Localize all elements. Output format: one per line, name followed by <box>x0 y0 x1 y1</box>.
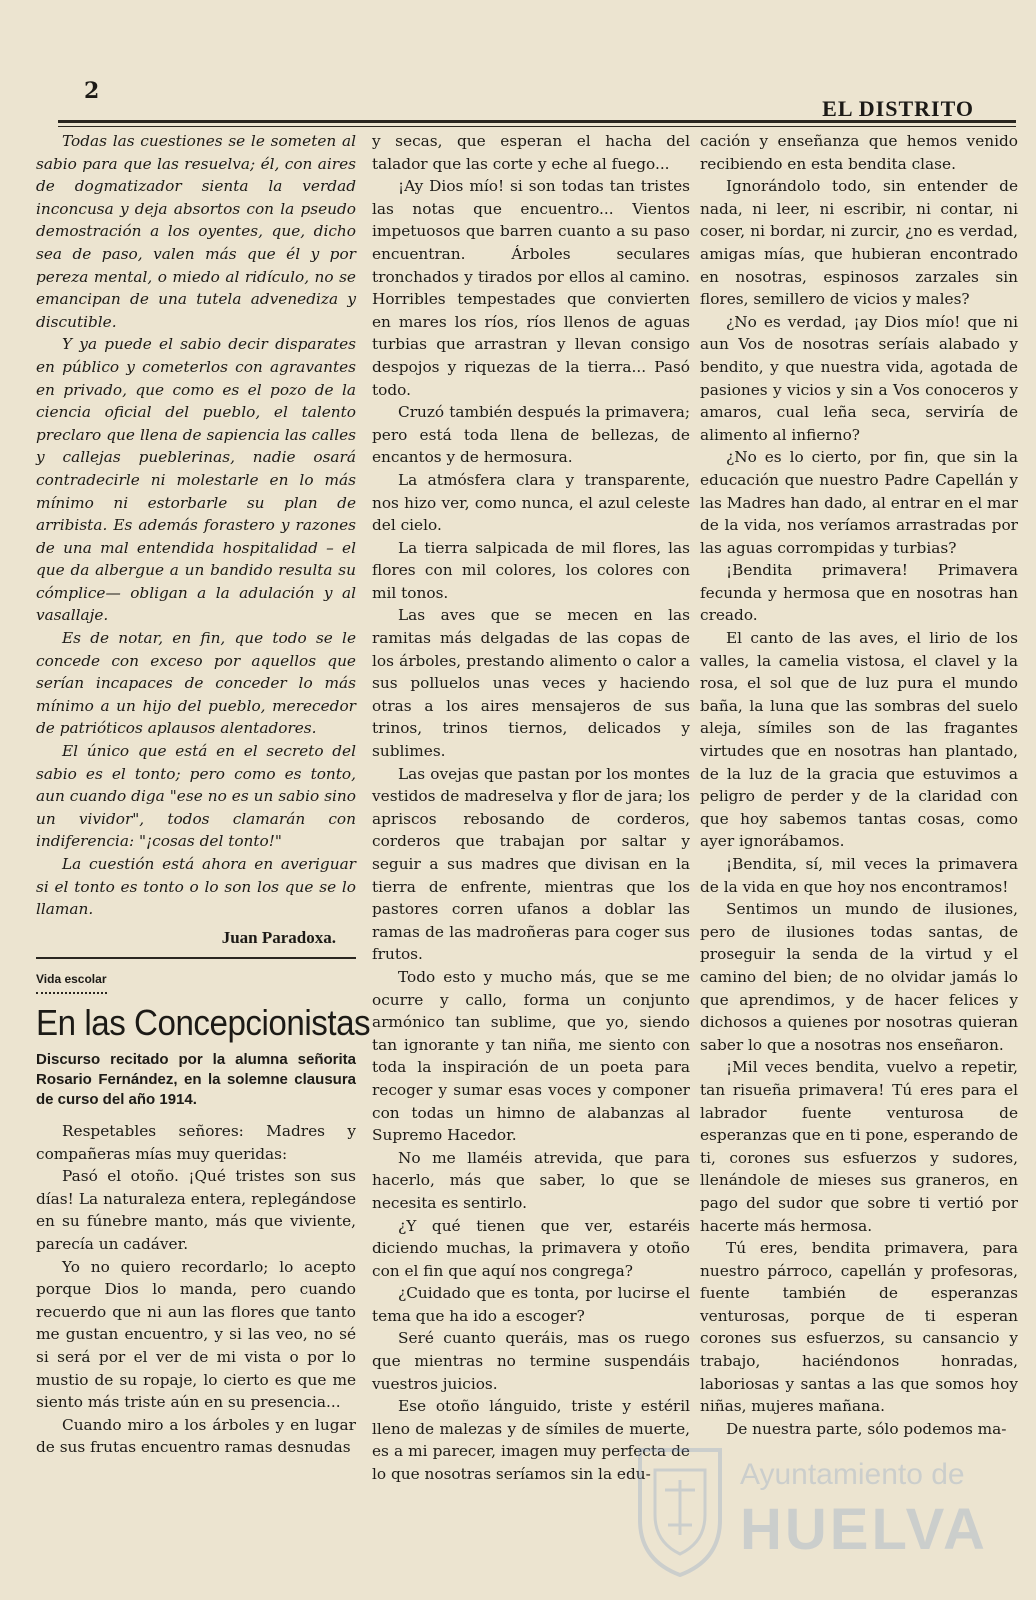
page-number: 2 <box>84 78 100 104</box>
paragraph: Ignorándolo todo, sin entender de nada, ni leer, ni escribir, ni contar, ni coser, ni bordar, ni zurcir, ¿no es verdad, amigas mías, que hubieran encontrado en nosotras, espinosos zarzales sin flores, semillero de vicios y males? <box>700 177 1018 309</box>
paragraph: Tú eres, bendita primavera, para nuestro párroco, capellán y profesoras, fuente también de esperanzas venturosas, porque de ti esperan corones sus esfuerzos, su cansancio y trabajo, haciéndonos honradas, laboriosas y santas a las que somos hoy niñas, mujeres mañana. <box>700 1239 1018 1416</box>
paragraph: El único que está en el secreto del sabio es el tonto; pero como es tonto, aun cuando diga "ese no es un sabio sino un vividor", todos clamarán con indiferencia: "¡cosas del tonto!" <box>36 742 356 851</box>
archive-watermark <box>620 1430 988 1580</box>
paragraph: Sentimos un mundo de ilusiones, pero de ilusiones todas santas, de proseguir la senda de la virtud y el camino del bien; de no olvidar jamás lo que aprendimos, y de hacer felices y dichosos a quienes por nosotras quieran saber lo que a nosotras nos enseñaron. <box>700 900 1018 1054</box>
paragraph: ¡Ay Dios mío! si son todas tan tristes las notas que encuentro... Vientos impetuosos que barren cuanto a su paso encuentran. Árboles seculares tronchados y tirados por ellos al camino. Horribles tempestades que convierten en mares los ríos, ríos llenos de aguas turbias que arrastran y llevan consigo despojos y riquezas de la tierra... Pasó todo. <box>372 177 690 399</box>
paragraph: Y ya puede el sabio decir disparates en público y cometerlos con agravantes en privado, que como es el pozo de la ciencia oficial del pueblo, el talento preclaro que llena de sapiencia las calles y callejas pueblerinas, nadie osará contradecirle ni molestarle en lo más mínimo ni estorbarle su plan de arribista. Es además forastero y razones de una mal entendida hospitalidad – el que da albergue a un bandido resulta su cómplice— obligan a la adulación y al vasallaje. <box>36 335 356 625</box>
header-rule <box>58 120 1016 123</box>
paragraph: y secas, que esperan el hacha del talador que las corte y eche al fuego... <box>372 132 690 173</box>
article-separator <box>36 957 356 959</box>
article-signature: Juan Paradoxa. <box>221 927 336 947</box>
paragraph: ¿No es lo cierto, por fin, que sin la educación que nuestro Padre Capellán y las Madres han dado, al entrar en el mar de la vida, nos veríamos arrastradas por las aguas corrompidas y turbias? <box>700 448 1018 557</box>
paragraph: ¿Cuidado que es tonta, por lucirse el tema que ha ido a escoger? <box>372 1284 690 1325</box>
column-3 <box>700 130 1018 1440</box>
paragraph: La atmósfera clara y transparente, nos hizo ver, como nunca, el azul celeste del cielo. <box>372 470 690 535</box>
paragraph: Pasó el otoño. ¡Qué tristes son sus días! La naturaleza entera, replegándose en su fúnebre manto, más que viviente, parecía un cadáver. <box>36 1167 356 1253</box>
paragraph: cación y enseñanza que hemos venido recibiendo en esta bendita clase. <box>700 132 1018 173</box>
paragraph: Las ovejas que pastan por los montes vestidos de madreselva y flor de jara; los apriscos rebosando de corderos, corderos que trabajan por saltar y seguir a sus madres que divisan en la tierra de enfrente, mientras que los pastores corren ufanos a doblar las ramas de las madroñeras para coger sus frutos. <box>372 764 690 964</box>
paragraph: Todo esto y mucho más, que se me ocurre y callo, forma un conjunto armónico tan sublime, que yo, siendo tan ignorante y tan niña, me siento con toda la inspiración de un poeta para recoger y sumar esas voces y componer con todas un himno de alabanzas al Supremo Hacedor. <box>372 967 690 1145</box>
paragraph: El canto de las aves, el lirio de los valles, la camelia vistosa, el clavel y la rosa, el sol que de luz pura el mundo baña, la luna que las sombras del suelo aleja, símiles son de las fragantes virtudes que en nosotras han plantado, de la luz de la gracia que estuvimos a peligro de perder y de la claridad con que hoy sabemos tantas cosas, como ayer ignorábamos. <box>700 629 1018 851</box>
paragraph: ¡Mil veces bendita, vuelvo a repetir, tan risueña primavera! Tú eres para el labrador fuente venturosa de esperanzas que en ti pone, esperando de ti, corones sus esfuerzos y sudores, llenándole de mieses sus graneros, en pago del sudor que sobre ti vertió por hacerte más hermosa. <box>700 1058 1018 1235</box>
paragraph: ¿Y qué tienen que ver, estaréis diciendo muchas, la primavera y otoño con el fin que aquí nos congrega? <box>372 1216 690 1280</box>
coat-of-arms-icon <box>630 1430 730 1580</box>
paragraph: Es de notar, en fin, que todo se le concede con exceso por aquellos que serían incapaces de conceder lo más mínimo a un hijo del pueblo, merecedor de patrióticos aplausos alentadores. <box>36 629 356 738</box>
paragraph: No me llaméis atrevida, que para hacerlo, más que saber, lo que se necesita es sentirlo. <box>372 1148 690 1212</box>
paragraph: Yo no quiero recordarlo; lo acepto porque Dios lo manda, pero cuando recuerdo que ni aun las flores que tanto me gustan encuentro, y si las veo, no sé si será por el ver de mi vista o por lo mustio de su ropaje, lo cierto es que me siento más triste aún en su presencia... <box>36 1257 356 1412</box>
article-deck: Discurso recitado por la alumna señorita Rosario Fernández, en la solemne clausura de curso del año 1914. <box>36 1050 356 1108</box>
paragraph: Seré cuanto queráis, mas os ruego que mientras no termine suspendáis vuestros juicios. <box>372 1329 690 1393</box>
paragraph: La tierra salpicada de mil flores, las flores con mil colores, los colores con mil tonos. <box>372 538 690 602</box>
paragraph: ¡Bendita, sí, mil veces la primavera de la vida en que hoy nos encontramos! <box>700 855 1018 896</box>
paragraph: Cuando miro a los árboles y en lugar de sus frutas encuentro ramas desnudas <box>36 1415 356 1457</box>
article-headline: En las Concepcionistas <box>36 1001 371 1043</box>
masthead: EL DISTRITO <box>822 96 974 121</box>
column-2 <box>372 130 690 1486</box>
paragraph: Todas las cuestiones se le someten al sabio para que las resuelva; él, con aires de dogmatizador sienta la verdad inconcusa y deja absortos con la pseudo demostración a los oyentes, que, dicho sea de paso, valen más que él y por pereza mental, o miedo al ridículo, no se emancipan de una tutela advenediza y discutible. <box>36 132 356 331</box>
watermark-line-1: Ayuntamiento de <box>740 1458 965 1491</box>
paragraph: Ese otoño lánguido, triste y estéril lleno de malezas y de símiles de muerte, es a mi parecer, imagen muy perfecta de lo que nosotras seríamos sin la edu- <box>372 1397 690 1484</box>
paragraph: Respetables señores: Madres y compañeras mías muy queridas: <box>36 1121 356 1163</box>
section-label: Vida escolar <box>36 968 107 994</box>
paragraph: Las aves que se mecen en las ramitas más delgadas de las copas de los árboles, prestando alimento o calor a sus polluelos unas veces y haciendo otras a los aires mensajeros de sus trinos, trinos tiernos, delicados y sublimes. <box>372 606 690 761</box>
header-rule-thin <box>58 126 1016 127</box>
paragraph: ¿No es verdad, ¡ay Dios mío! que ni aun Vos de nosotras seríais alabado y bendito, y que nuestra vida, agotada de pasiones y vicios y sin a Vos conoceros y amaros, cual leña seca, serviría de alimento al infierno? <box>700 312 1018 444</box>
paragraph: Cruzó también después la primavera; pero está toda llena de bellezas, de encantos y de hermosura. <box>372 403 690 467</box>
paragraph: La cuestión está ahora en averiguar si el tonto es tonto o lo son los que se lo llaman. <box>36 855 356 919</box>
paragraph: ¡Bendita primavera! Primavera fecunda y hermosa que en nosotras han creado. <box>700 561 1018 625</box>
paragraph: De nuestra parte, sólo podemos ma- <box>726 1419 1007 1438</box>
column-1 <box>36 130 371 1459</box>
watermark-line-2: HUELVA <box>740 1497 988 1562</box>
